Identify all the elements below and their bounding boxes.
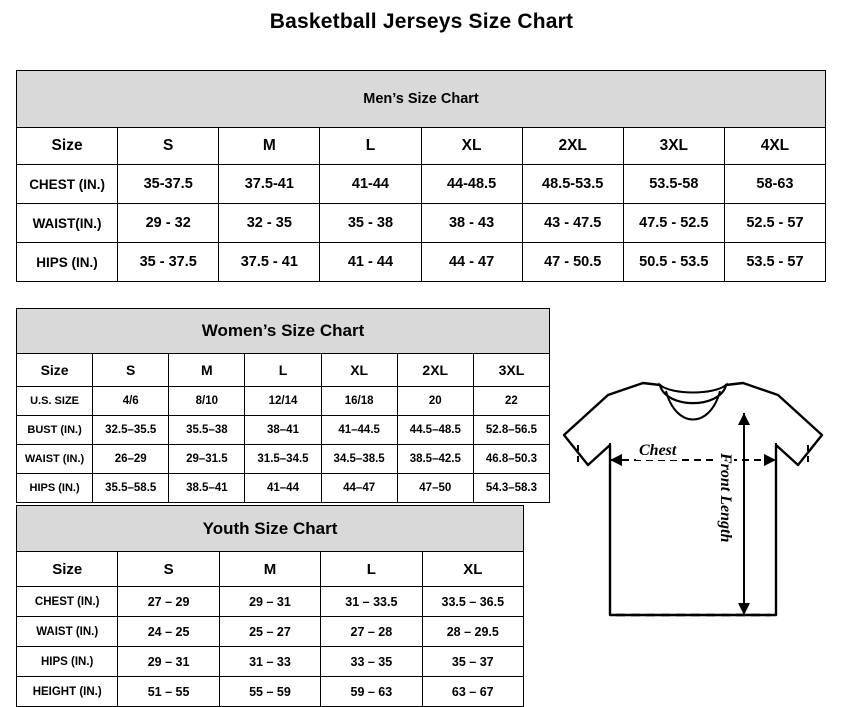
row-label: HIPS (IN.) (17, 243, 118, 282)
table-cell: 43 - 47.5 (522, 204, 623, 243)
table-row (17, 243, 826, 282)
table-row (17, 445, 550, 474)
table-cell: 31 – 33.5 (321, 587, 422, 617)
table-cell: 41–44.5 (321, 416, 397, 445)
row-label: WAIST (IN.) (17, 445, 93, 474)
table-cell: 35.5–58.5 (93, 474, 169, 503)
table-cell: 52.5 - 57 (724, 204, 825, 243)
table-cell: 55 – 59 (219, 677, 320, 707)
column-header: M (169, 354, 245, 387)
table-row (17, 165, 826, 204)
column-header: Size (17, 354, 93, 387)
column-header: S (118, 128, 219, 165)
column-header: 3XL (623, 128, 724, 165)
column-header: Size (17, 128, 118, 165)
table-cell: 58-63 (724, 165, 825, 204)
table-cell: 41-44 (320, 165, 421, 204)
table-cell: 29 - 32 (118, 204, 219, 243)
table-cell: 47.5 - 52.5 (623, 204, 724, 243)
row-label: CHEST (IN.) (17, 587, 118, 617)
table-cell: 4/6 (93, 387, 169, 416)
table-cell: 44.5–48.5 (397, 416, 473, 445)
table-cell: 35 - 37.5 (118, 243, 219, 282)
table-cell: 38.5–41 (169, 474, 245, 503)
row-label: U.S. SIZE (17, 387, 93, 416)
table-cell: 29 – 31 (219, 587, 320, 617)
column-header: S (93, 354, 169, 387)
table-cell: 20 (397, 387, 473, 416)
column-header: 3XL (473, 354, 549, 387)
table-cell: 32.5–35.5 (93, 416, 169, 445)
table-row (17, 474, 550, 503)
column-header: Size (17, 552, 118, 587)
table-cell: 35 – 37 (422, 647, 523, 677)
column-header: L (321, 552, 422, 587)
column-header: XL (422, 552, 523, 587)
table-cell: 53.5 - 57 (724, 243, 825, 282)
youth-chart-heading: Youth Size Chart (17, 506, 524, 552)
table-cell: 27 – 29 (118, 587, 219, 617)
table-cell: 27 – 28 (321, 617, 422, 647)
table-cell: 34.5–38.5 (321, 445, 397, 474)
table-row (17, 204, 826, 243)
row-label: WAIST(IN.) (17, 204, 118, 243)
table-cell: 59 – 63 (321, 677, 422, 707)
table-section-heading-row (17, 71, 826, 128)
table-cell: 50.5 - 53.5 (623, 243, 724, 282)
column-header: M (219, 128, 320, 165)
jersey-outline (564, 383, 822, 615)
table-cell: 22 (473, 387, 549, 416)
column-header: XL (421, 128, 522, 165)
table-cell: 38–41 (245, 416, 321, 445)
jersey-measurement-diagram (548, 365, 838, 675)
table-cell: 41–44 (245, 474, 321, 503)
table-row (17, 416, 550, 445)
table-cell: 35-37.5 (118, 165, 219, 204)
table-cell: 33.5 – 36.5 (422, 587, 523, 617)
column-header: L (245, 354, 321, 387)
column-header: 2XL (522, 128, 623, 165)
column-header: 2XL (397, 354, 473, 387)
womens-chart-heading: Women’s Size Chart (17, 309, 550, 354)
table-row (17, 617, 524, 647)
table-cell: 47 - 50.5 (522, 243, 623, 282)
table-cell: 29 – 31 (118, 647, 219, 677)
table-section-heading-row (17, 309, 550, 354)
table-cell: 35.5–38 (169, 416, 245, 445)
table-cell: 31 – 33 (219, 647, 320, 677)
table-cell: 8/10 (169, 387, 245, 416)
mens-size-chart-table (16, 70, 826, 282)
table-cell: 53.5-58 (623, 165, 724, 204)
column-header: L (320, 128, 421, 165)
table-header-row (17, 128, 826, 165)
column-header: 4XL (724, 128, 825, 165)
table-section-heading-row (17, 506, 524, 552)
table-cell: 47–50 (397, 474, 473, 503)
womens-size-chart-table (16, 308, 550, 503)
table-cell: 46.8–50.3 (473, 445, 549, 474)
table-cell: 38 - 43 (421, 204, 522, 243)
table-cell: 32 - 35 (219, 204, 320, 243)
table-cell: 44–47 (321, 474, 397, 503)
table-cell: 16/18 (321, 387, 397, 416)
row-label: HIPS (IN.) (17, 474, 93, 503)
table-cell: 26–29 (93, 445, 169, 474)
table-cell: 48.5-53.5 (522, 165, 623, 204)
table-header-row (17, 354, 550, 387)
row-label: HIPS (IN.) (17, 647, 118, 677)
table-cell: 37.5 - 41 (219, 243, 320, 282)
row-label: CHEST (IN.) (17, 165, 118, 204)
table-row (17, 647, 524, 677)
table-cell: 29–31.5 (169, 445, 245, 474)
table-row (17, 387, 550, 416)
table-cell: 44-48.5 (421, 165, 522, 204)
youth-size-chart-table (16, 505, 524, 707)
table-row (17, 587, 524, 617)
page-title: Basketball Jerseys Size Chart (269, 10, 574, 33)
table-cell: 52.8–56.5 (473, 416, 549, 445)
mens-chart-heading: Men’s Size Chart (17, 71, 826, 128)
table-row (17, 677, 524, 707)
table-cell: 44 - 47 (421, 243, 522, 282)
table-header-row (17, 552, 524, 587)
column-header: XL (321, 354, 397, 387)
table-cell: 33 – 35 (321, 647, 422, 677)
column-header: M (219, 552, 320, 587)
table-cell: 51 – 55 (118, 677, 219, 707)
row-label: HEIGHT (IN.) (17, 677, 118, 707)
table-cell: 37.5-41 (219, 165, 320, 204)
table-cell: 24 – 25 (118, 617, 219, 647)
table-cell: 25 – 27 (219, 617, 320, 647)
table-cell: 12/14 (245, 387, 321, 416)
row-label: WAIST (IN.) (17, 617, 118, 647)
front-length-measure-label: Front Length (716, 450, 734, 545)
table-cell: 31.5–34.5 (245, 445, 321, 474)
table-cell: 54.3–58.3 (473, 474, 549, 503)
table-cell: 35 - 38 (320, 204, 421, 243)
table-cell: 38.5–42.5 (397, 445, 473, 474)
table-cell: 28 – 29.5 (422, 617, 523, 647)
row-label: BUST (IN.) (17, 416, 93, 445)
chest-measure-label: Chest (636, 442, 679, 460)
table-cell: 41 - 44 (320, 243, 421, 282)
column-header: S (118, 552, 219, 587)
table-cell: 63 – 67 (422, 677, 523, 707)
